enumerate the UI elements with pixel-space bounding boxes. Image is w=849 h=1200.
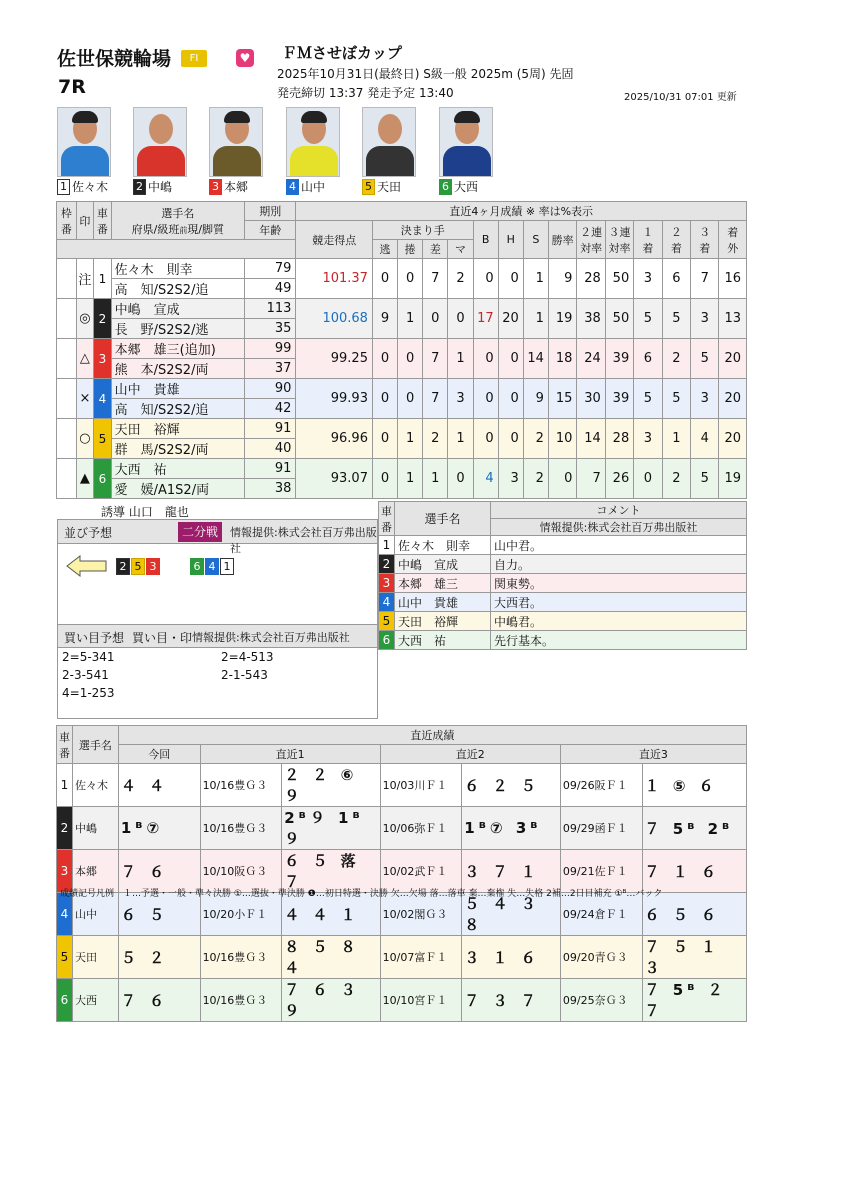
col-second: ２ 着 — [662, 221, 690, 259]
recent-results-table — [56, 725, 747, 1022]
rider-stats-table: 枠番 印 車番 選手名 府県/級班前現/脚質 期別 直近4ヶ月成績 ※ 率は%表示 年齢 競走得点 決まり手 B H S 勝率 ２連 対率 ３連 対率 １ 着 ２ 着 ３ 着 着 外 逃 捲 差 マ 注 1 佐々木 則幸 79 101.37 0 0 7 2 0 0 1 9 28 50 3 6 7 16 高 知/S2S2/追 49 ◎ 2 中嶋 宣成 113 100.68 9 1 0 0 17 20 1 19 38 50 5 5 3 13 長 野/S2S2/逃 35 △ 3 本郷 雄三(追加) 99 99.25 0 0 7 1 0 0 14 18 24 39 6 2 5 20 熊 本/S2S2/両 37 × 4 山中 貴雄 90 99.93 0 0 7 3 0 0 9 15 30 39 5 5 3 20 高 知/S2S2/追 42 ○ 5 天田 裕輝 91 96.96 0 1 2 1 0 0 2 10 14 28 3 1 4 20 群 馬/S2S2/両 40 ▲ 6 大西 祐 91 93.07 0 1 1 0 4 3 2 0 7 26 0 2 5 19 愛 媛/A1S2/両 38 — [56, 201, 747, 499]
col-out: 着 外 — [719, 221, 747, 259]
recent-row: 3 本郷 ７ ６ 10/10阪Ｇ３ ６ ５ 落 ７ 10/02武Ｆ１ ３ ７ １ 09/21佐Ｆ１ ７ １ ６ — [57, 850, 747, 893]
buy-combo: 2=4-513 — [221, 650, 274, 664]
comment-row: 4 山中 貴雄 大西君。 — [379, 593, 747, 612]
recent-row: 5 天田 ５ ２ 10/16豊Ｇ３ ８ ５ ８ ４ 10/07富Ｆ１ ３ １ ６ 09/20青Ｇ３ ７ ５ １ ３ — [57, 936, 747, 979]
table-row[interactable]: ○ 5 天田 裕輝 91 96.96 0 1 2 1 0 0 2 10 14 28 3 1 4 20 — [57, 419, 747, 439]
left-arrow-icon — [66, 555, 108, 577]
race-times: 発売締切 13:37 発走予定 13:40 — [277, 86, 454, 100]
rider-photo-5[interactable] — [362, 107, 416, 177]
comment-row: 6 大西 祐 先行基本。 — [379, 631, 747, 650]
line-group-b: 6 4 1 — [190, 558, 234, 575]
race-type-tag: 二分戦 — [178, 522, 222, 542]
recent-title: 直近成績 — [118, 726, 746, 745]
buy-header: 買い目予想 買い目・印 情報提供:株式会社百万弗出版社 — [58, 624, 377, 648]
prediction-source: 情報提供:株式会社百万弗出版社 — [230, 526, 377, 555]
comment-row: 1 佐々木 則幸 山中君。 — [379, 536, 747, 555]
comment-row: 2 中嶋 宣成 自力。 — [379, 555, 747, 574]
recent-col-r1: 直近1 — [200, 745, 380, 764]
comment-table — [378, 501, 747, 650]
race-number: 7R — [58, 76, 86, 98]
photo-label-3: 3 本郷 — [209, 178, 248, 195]
prediction-header — [58, 520, 377, 555]
buy-combo: 2-3-541 — [62, 668, 109, 682]
rider-photo-2[interactable] — [133, 107, 187, 177]
photo-label-6: 6 大西 — [439, 178, 478, 195]
comment-row: 5 天田 裕輝 中嶋君。 — [379, 612, 747, 631]
col-term: 期別 — [245, 202, 296, 221]
recent-row: 6 大西 ７ ６ 10/16豊Ｇ３ ７ ６ ３ ９ 10/10宮Ｆ１ ７ ３ ７ 09/25奈Ｇ３ ７ 5ᴮ ２ ７ — [57, 979, 747, 1022]
col-win: 勝率 — [548, 221, 576, 259]
recent-row: 1 佐々木 ４ ４ 10/16豊Ｇ３ ２ ２ ⑥ ９ 10/03川Ｆ１ ６ ２ ５ 09/26阪Ｆ１ １ ⑤ ６ — [57, 764, 747, 807]
table-row[interactable]: ◎ 2 中嶋 宣成 113 100.68 9 1 0 0 17 20 1 19 38 50 5 5 3 13 — [57, 299, 747, 319]
pace-leader: 誘導 山口 龍也 — [101, 505, 189, 519]
buy-combo: 2-1-543 — [221, 668, 268, 682]
line-prediction-panel — [57, 519, 378, 719]
cmt-col-comment: コメント — [491, 502, 747, 519]
recent-row: 2 中嶋 1ᴮ⑦ 10/16豊Ｇ３ 2ᴮ９ 1ᴮ９ 10/06弥Ｆ１ 1ᴮ⑦ 3ᴮ 09/29函Ｆ１ ７ 5ᴮ 2ᴮ — [57, 807, 747, 850]
photo-label-1: 1 佐々木 — [57, 178, 108, 195]
buy-combo: 2=5-341 — [62, 650, 115, 664]
cmt-col-name: 選手名 — [395, 502, 491, 536]
cup-title: ＦＭさせぼカップ — [282, 44, 402, 62]
recent-col-now: 今回 — [118, 745, 200, 764]
photo-label-5: 5 天田 — [362, 178, 401, 195]
recent-col-car: 車番 — [57, 726, 73, 764]
rider-photo-4[interactable] — [286, 107, 340, 177]
col-name: 選手名 府県/級班前現/脚質 — [111, 202, 244, 240]
col-waku: 枠番 — [57, 202, 77, 240]
recent-col-name: 選手名 — [73, 726, 119, 764]
col-makuri: 捲 — [398, 240, 423, 259]
cmt-source: 情報提供:株式会社百万弗出版社 — [491, 519, 747, 536]
col-car: 車番 — [94, 202, 111, 240]
rider-photo-3[interactable] — [209, 107, 263, 177]
table-row[interactable]: ▲ 6 大西 祐 91 93.07 0 1 1 0 4 3 2 0 7 26 0 2 5 19 — [57, 459, 747, 479]
race-info: 2025年10月31日(最終日) S級一般 2025m (5周) 先固 — [277, 67, 574, 81]
col-s: S — [523, 221, 548, 259]
rider-photo-6[interactable] — [439, 107, 493, 177]
table-row[interactable]: 注 1 佐々木 則幸 79 101.37 0 0 7 2 0 0 1 9 28 50 3 6 7 16 — [57, 259, 747, 279]
col-kimari: 決まり手 — [372, 221, 473, 240]
col-mark-k: マ — [448, 240, 473, 259]
photo-label-4: 4 山中 — [286, 178, 325, 195]
col-nige: 逃 — [372, 240, 397, 259]
col-age: 年齢 — [245, 221, 296, 240]
updated-time: 2025/10/31 07:01 更新 — [624, 92, 737, 103]
recent-col-r2: 直近2 — [380, 745, 560, 764]
recent-row: 4 山中 ６ ５ 10/20小Ｆ１ ４ ４ １ 10/02閣Ｇ３ ５ ４ ３ ８ 09/24倉Ｆ１ ６ ５ ６ — [57, 893, 747, 936]
line-group-a: 2 5 3 — [116, 558, 160, 575]
photo-label-2: 2 中嶋 — [133, 178, 172, 195]
recent-col-r3: 直近3 — [560, 745, 746, 764]
col-third: ３ 着 — [691, 221, 719, 259]
col-sashi: 差 — [423, 240, 448, 259]
venue-title: 佐世保競輪場 — [57, 48, 172, 70]
table-row[interactable]: △ 3 本郷 雄三(追加) 99 99.25 0 0 7 1 0 0 14 18 24 39 6 2 5 20 — [57, 339, 747, 359]
col-h: H — [498, 221, 523, 259]
col-recent-title: 直近4ヶ月成績 ※ 率は%表示 — [296, 202, 747, 221]
col-score: 競走得点 — [296, 221, 373, 259]
prediction-title: 並び予想 — [64, 526, 113, 540]
table-row[interactable]: × 4 山中 貴雄 90 99.93 0 0 7 3 0 0 9 15 30 39 5 5 3 20 — [57, 379, 747, 399]
rider-photo-1[interactable] — [57, 107, 111, 177]
col-b: B — [473, 221, 498, 259]
col-mark: 印 — [76, 202, 93, 240]
cmt-col-car: 車番 — [379, 502, 395, 536]
col-ren3: ３連 対率 — [605, 221, 633, 259]
buy-combo: 4=1-253 — [62, 686, 115, 700]
results-legend: 成績記号凡例 １…予選・一般・準々決勝 ①…選抜・準決勝 ❶…初日特選・決勝 欠…欠場 落…落車 棄…棄権 失…失格 2補…2日目補充 ①ᴮ…バック — [60, 889, 663, 899]
favorite-heart-icon[interactable]: ♥ — [236, 49, 254, 67]
col-ren2: ２連 対率 — [577, 221, 605, 259]
grade-badge: FⅠ — [181, 50, 207, 67]
comment-row: 3 本郷 雄三 関東勢。 — [379, 574, 747, 593]
col-first: １ 着 — [634, 221, 662, 259]
